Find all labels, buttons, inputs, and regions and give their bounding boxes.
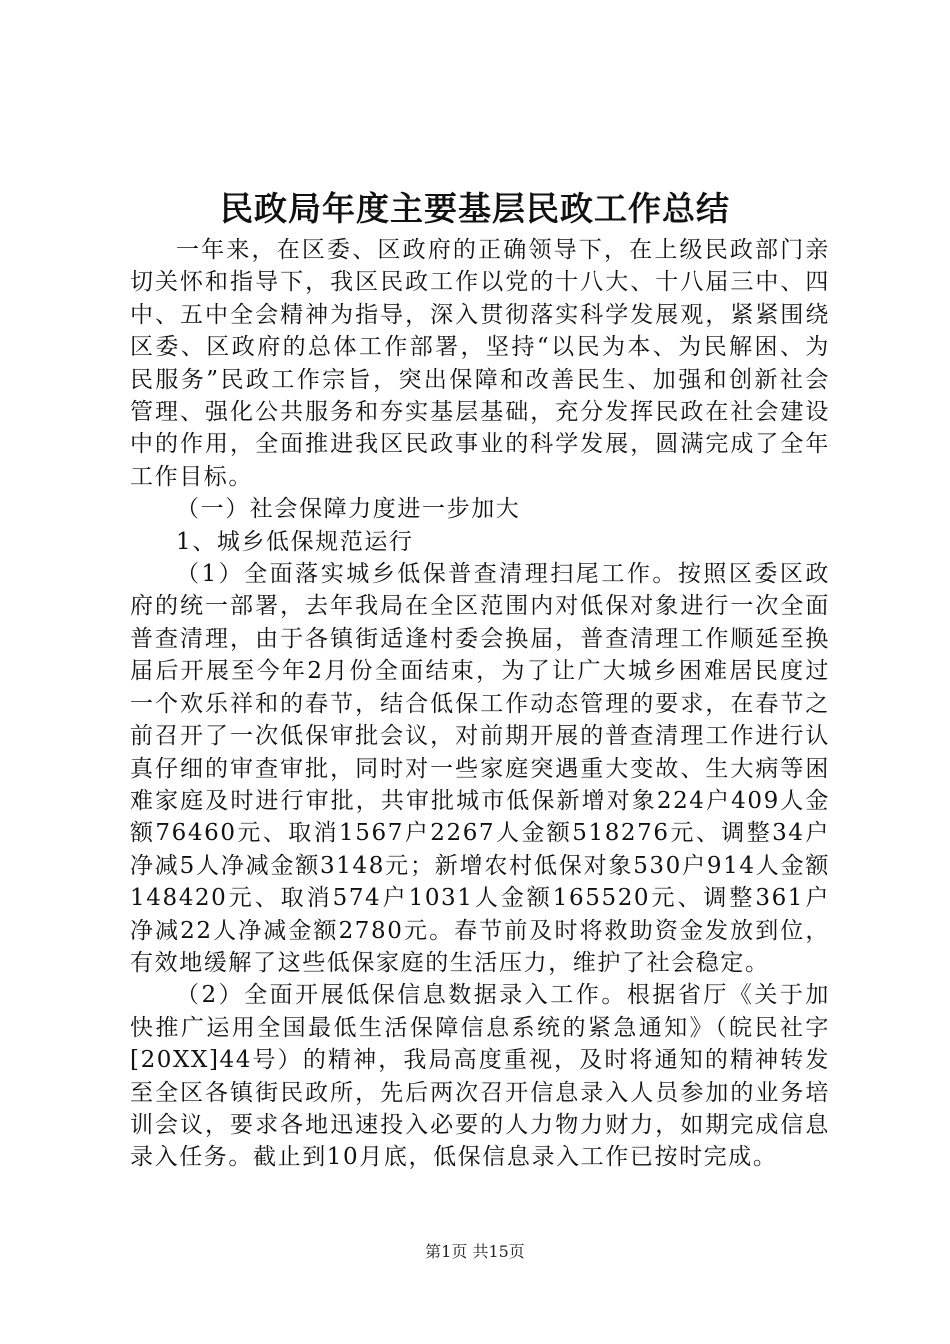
- document-title: 民政局年度主要基层民政工作总结: [220, 189, 730, 228]
- section-heading: （一）社会保障力度进一步加大: [176, 496, 521, 523]
- intro-paragraph: 一年来，在区委、区政府的正确领导下，在上级民政部门亲切关怀和指导下，我区民政工作以党的十八大、十八届三中、四中、五中全会精神为指导，深入贯彻落实科学发展观，紧紧围绕区委、区政府的总体工作部署，坚持“以民为本、为民解困、为民服务”民政工作宗旨，突出保障和改善民生、加强和创新社会管理、强化公共服务和夯实基层基础，充分发挥民政在社会建设中的作用，全面推进我区民政事业的科学发展，圆满完成了全年工作目标。: [130, 237, 830, 490]
- body-paragraph: （2）全面开展低保信息数据录入工作。根据省厅《关于加快推广运用全国最低生活保障信息系统的紧急通知》（皖民社字[20XX]44号）的精神，我局高度重视，及时将通知的精神转发至全区各镇街民政所，先后两次召开信息录入人员参加的业务培训会议，要求各地迅速投入必要的人力物力财力，如期完成信息录入任务。截止到10月底，低保信息录入工作已按时完成。: [130, 982, 830, 1171]
- page-number-footer: 第1页 共15页: [425, 1242, 525, 1261]
- document-body: [130, 234, 830, 1174]
- body-paragraph: （1）全面落实城乡低保普查清理扫尾工作。按照区委区政府的统一部署，去年我局在全区范围内对低保对象进行一次全面普查清理，由于各镇街适逢村委会换届，普查清理工作顺延至换届后开展至今年2月份全面结束，为了让广大城乡困难居民度过一个欢乐祥和的春节，结合低保工作动态管理的要求，在春节之前召开了一次低保审批会议，对前期开展的普查清理工作进行认真仔细的审查审批，同时对一些家庭突遇重大变故、生大病等困难家庭及时进行审批，共审批城市低保新增对象224户409人金额76460元、取消1567户2267人金额518276元、调整34户净减5人净减金额3148元；新增农村低保对象530户914人金额148420元、取消574户1031人金额165520元、调整361户净减22人净减金额2780元。春节前及时将救助资金发放到位，有效地缓解了这些低保家庭的生活压力，维护了社会稳定。: [130, 561, 830, 976]
- subsection-heading: 1、城乡低保规范运行: [176, 528, 414, 555]
